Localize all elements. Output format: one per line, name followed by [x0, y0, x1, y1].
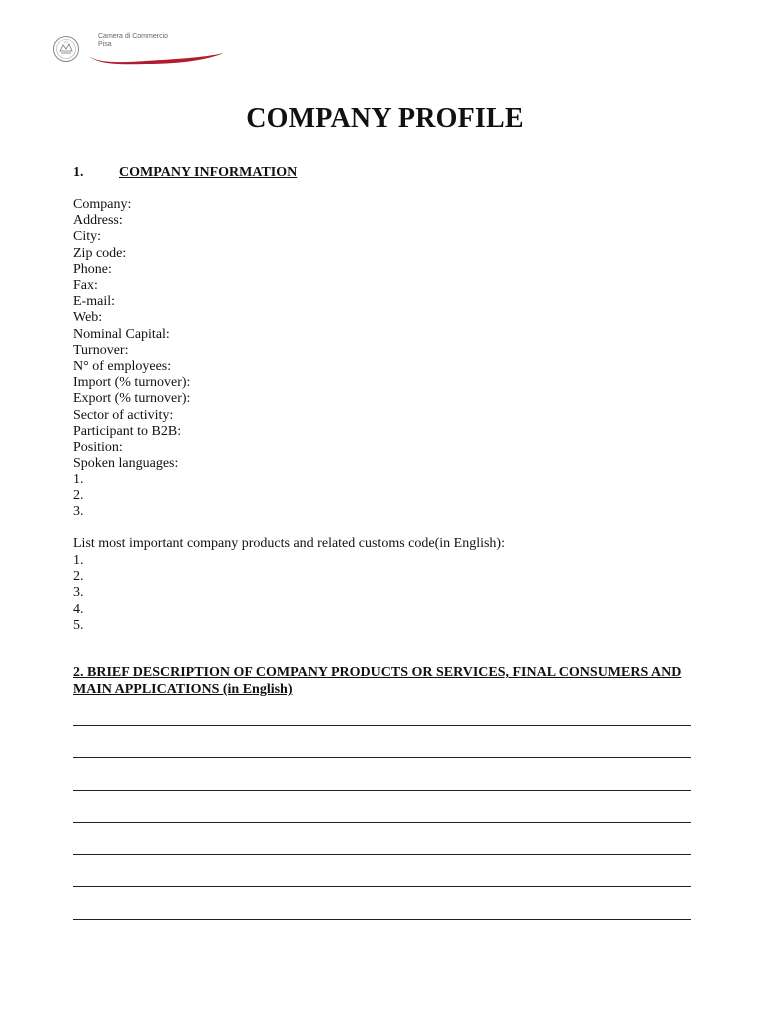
- writing-line[interactable]: [73, 914, 691, 946]
- field-employees: N° of employees:: [73, 359, 172, 375]
- field-import: Import (% turnover):: [73, 375, 191, 391]
- field-b2b-participant: Participant to B2B:: [73, 423, 182, 439]
- description-lines: [73, 720, 691, 946]
- logo-text: [98, 33, 168, 49]
- field-export: Export (% turnover):: [73, 391, 191, 407]
- section-2-heading: 2. BRIEF DESCRIPTION OF COMPANY PRODUCTS OR SERVICES, FINAL CONSUMERS AND MAIN APPLICATIONS (in English): [73, 665, 682, 697]
- field-phone: Phone:: [73, 261, 112, 277]
- section-1-number: 1.: [73, 165, 84, 180]
- company-fields-list: [73, 197, 190, 472]
- chamber-logo: [52, 33, 182, 63]
- languages-list: [73, 472, 84, 521]
- writing-line[interactable]: [73, 720, 691, 752]
- list-item: 1.: [73, 553, 84, 568]
- page-title: COMPANY PROFILE: [246, 103, 524, 134]
- logo-swoosh: [86, 49, 226, 65]
- list-item: 3.: [73, 504, 84, 520]
- products-list: [73, 553, 84, 634]
- writing-line[interactable]: [73, 849, 691, 881]
- writing-line[interactable]: [73, 881, 691, 913]
- list-item: 4.: [73, 601, 84, 617]
- field-city: City:: [73, 229, 102, 245]
- field-position: Position:: [73, 440, 123, 456]
- list-item: 2.: [73, 488, 84, 504]
- field-company: Company:: [73, 197, 132, 212]
- list-item: 5.: [73, 617, 84, 633]
- list-item: 1.: [73, 472, 84, 487]
- seal-icon: [52, 35, 80, 63]
- field-spoken-languages: Spoken languages:: [73, 456, 179, 472]
- logo-line1: Camera di Commercio: [98, 33, 169, 40]
- logo-line2: Pisa: [98, 41, 112, 48]
- writing-line[interactable]: [73, 817, 691, 849]
- field-web: Web:: [73, 310, 103, 326]
- field-address: Address:: [73, 213, 123, 229]
- field-turnover: Turnover:: [73, 342, 129, 358]
- writing-line[interactable]: [73, 785, 691, 817]
- field-email: E-mail:: [73, 294, 115, 310]
- field-nominal-capital: Nominal Capital:: [73, 326, 170, 342]
- writing-line[interactable]: [73, 752, 691, 784]
- section-1-label: COMPANY INFORMATION: [119, 165, 298, 180]
- field-sector: Sector of activity:: [73, 407, 174, 423]
- products-label: List most important company products and related customs code(in English):: [73, 536, 505, 551]
- field-zip-code: Zip code:: [73, 245, 127, 261]
- list-item: 3.: [73, 585, 84, 601]
- field-fax: Fax:: [73, 278, 98, 294]
- list-item: 2.: [73, 569, 84, 585]
